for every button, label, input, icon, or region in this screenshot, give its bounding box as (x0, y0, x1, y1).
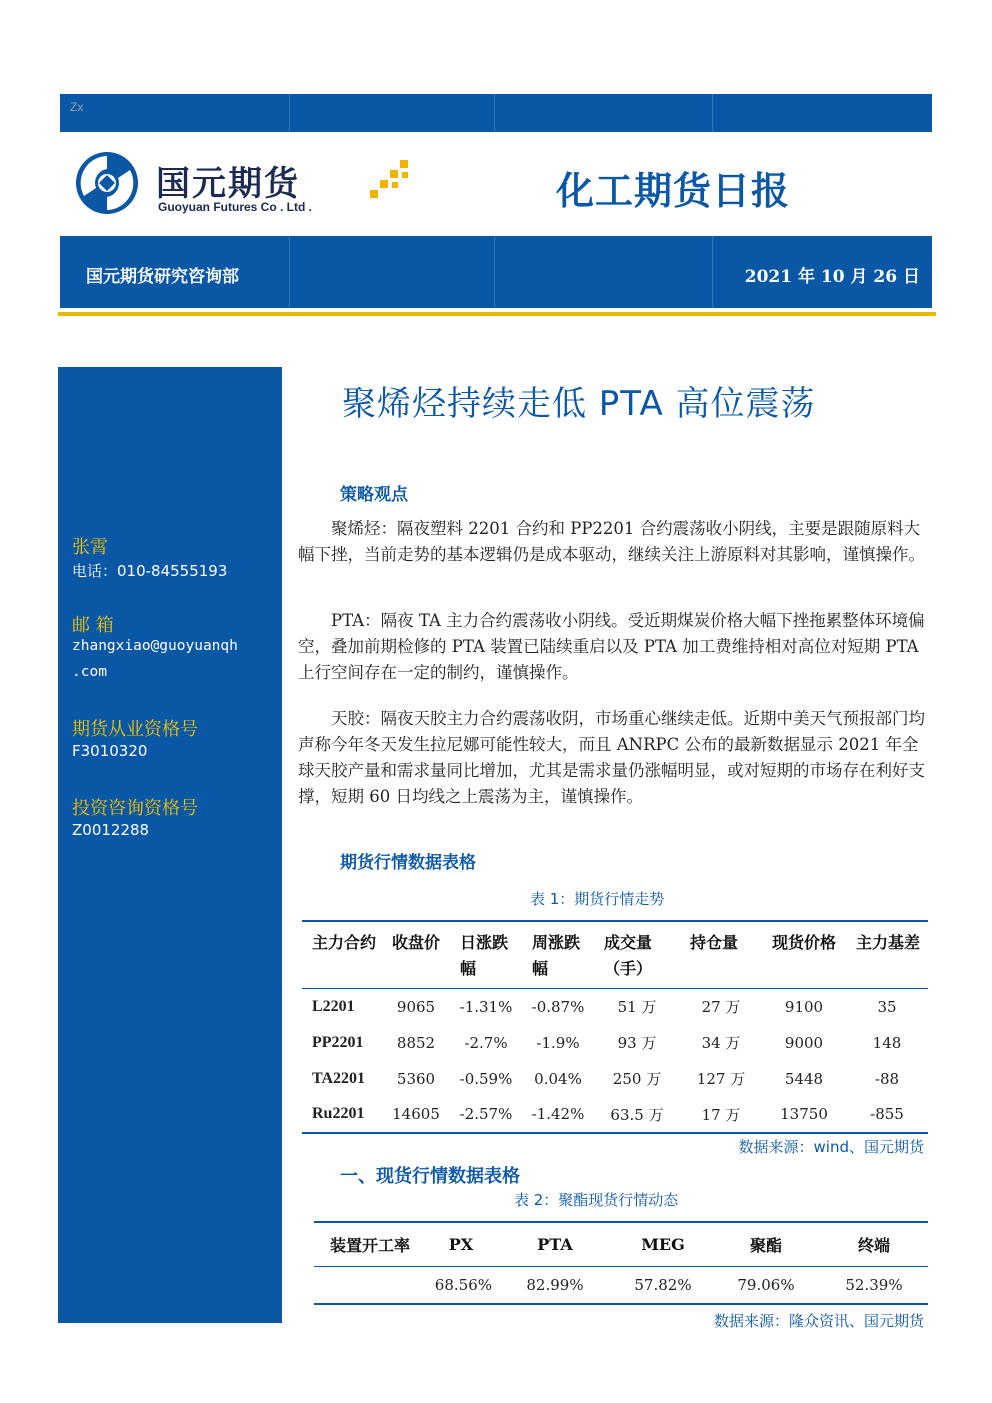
futures-table (302, 920, 928, 1134)
table-row (302, 989, 928, 1025)
column-header: 聚酯 (712, 1222, 820, 1266)
table-cell: -88 (874, 1069, 900, 1088)
column-header: 日涨跌幅 (450, 921, 522, 989)
gold-divider (58, 312, 936, 316)
top-banner (60, 94, 932, 132)
table-cell: 13750 (780, 1105, 828, 1123)
column-header: 主力合约 (302, 921, 382, 989)
table-cell: 14605 (392, 1105, 440, 1123)
table-cell: 148 (872, 1033, 902, 1052)
divider (712, 94, 713, 132)
polyester-table (314, 1221, 928, 1305)
table-cell: PP2201 (312, 1033, 364, 1051)
analyst-name: 张霄 (72, 537, 108, 558)
table-cell: 63.5 万 (610, 1105, 664, 1124)
table-cell: 68.56% (434, 1275, 492, 1294)
email-line-2: .com (72, 664, 107, 680)
table-cell: -1.31% (459, 997, 513, 1016)
qualification-label: 期货从业资格号 (72, 719, 198, 740)
table-cell: Ru2201 (312, 1105, 365, 1122)
column-header: 成交量（手） (594, 921, 680, 989)
report-title: 化工期货日报 (556, 169, 791, 213)
column-header: 周涨跌幅 (522, 921, 594, 989)
table-row (302, 1097, 928, 1133)
table1-caption: 表 1：期货行情走势 (530, 890, 665, 908)
table-header-row (314, 1222, 928, 1266)
strategy-heading: 策略观点 (340, 485, 408, 505)
paragraph-pta: PTA：隔夜 TA 主力合约震荡收小阴线。受近期煤炭价格大幅下挫拖累整体环境偏空，叠加前期检修的 PTA 装置已陆续重启以及 PTA 加工费维持相对高位对短期 PTA 上行空间存在一定的制约，谨慎操作。 (298, 611, 925, 682)
column-header: 现货价格 (762, 921, 846, 989)
table-row (302, 1061, 928, 1097)
table-row (302, 1025, 928, 1061)
analyst-phone: 电话：010-84555193 (72, 562, 228, 580)
department-name: 国元期货研究咨询部 (86, 267, 239, 287)
column-header: 终端 (820, 1222, 928, 1266)
table-cell: -1.42% (531, 1105, 585, 1123)
table-cell: -855 (870, 1105, 904, 1123)
table-cell: TA2201 (312, 1069, 366, 1087)
table-cell: -2.7% (464, 1033, 508, 1052)
table-cell: 8852 (396, 1033, 436, 1052)
table-cell: 5360 (396, 1069, 436, 1088)
qualification-number: F3010320 (72, 742, 148, 760)
table-cell: 5448 (784, 1069, 824, 1088)
divider (289, 94, 290, 132)
table-cell: 0.04% (534, 1069, 582, 1088)
table-cell: 35 (877, 997, 897, 1016)
logo-emblem-icon (74, 150, 140, 216)
table-cell: 34 万 (701, 1034, 741, 1052)
table1-source: 数据来源：wind、国元期货 (738, 1138, 924, 1156)
divider (289, 236, 290, 308)
table-cell: 52.39% (845, 1275, 903, 1294)
table-cell: 9065 (396, 997, 436, 1016)
article-headline: 聚烯烃持续走低 PTA 高位震荡 (342, 384, 816, 424)
table-cell: 250 万 (612, 1070, 662, 1088)
table-cell: 9000 (784, 1033, 824, 1052)
analyst-sidebar (58, 367, 282, 1323)
spot-table-heading: 一、现货行情数据表格 (340, 1166, 520, 1187)
logo-english-name: Guoyuan Futures Co . Ltd . (158, 200, 312, 214)
paragraph-polyolefin: 聚烯烃：隔夜塑料 2201 合约和 PP2201 合约震荡收小阴线，主要是跟随原料大幅下挫，当前走势的基本逻辑仍是成本驱动，继续关注上游原料对其影响，谨慎操作。 (298, 519, 925, 564)
column-header: 收盘价 (382, 921, 450, 989)
paragraph-rubber: 天胶：隔夜天胶主力合约震荡收阴，市场重心继续走低。近期中美天气预报部门均声称今年冬天发生拉尼娜可能性较大，而且 ANRPC 公布的最新数据显示 2021 年全球天胶产量和需求量同比增加，尤其是需求量仍涨幅明显，或对短期的市场存在利好支撑，短期 60 日均线之上震荡为主，谨慎操作。 (298, 709, 925, 806)
table2-caption: 表 2：聚酯现货行情动态 (514, 1191, 679, 1209)
email-label: 邮 箱 (72, 615, 114, 636)
table2-source: 数据来源：隆众资讯、国元期货 (713, 1312, 924, 1330)
email-line-1: zhangxiao@guoyuanqh (72, 638, 238, 654)
table-cell: -0.87% (531, 997, 585, 1016)
table-cell: 82.99% (526, 1275, 584, 1294)
table-header-row (302, 921, 928, 989)
table-cell: -1.9% (536, 1033, 580, 1052)
table-cell: 57.82% (634, 1275, 692, 1294)
top-tag: Zx (70, 100, 84, 114)
table-cell: 93 万 (617, 1034, 657, 1052)
table-row (314, 1266, 928, 1304)
company-logo (74, 150, 414, 220)
futures-table-heading: 期货行情数据表格 (340, 853, 476, 873)
table-cell: 51 万 (617, 998, 657, 1017)
department-banner (60, 236, 932, 308)
logo-squares-icon (370, 160, 414, 200)
table-cell: -0.59% (459, 1069, 513, 1088)
report-date: 2021 年 10 月 26 日 (744, 267, 920, 287)
divider (712, 236, 713, 308)
table-cell: 17 万 (701, 1105, 741, 1124)
divider (494, 236, 495, 308)
table-cell: 79.06% (737, 1275, 795, 1294)
column-header: 主力基差 (846, 921, 928, 989)
table-cell: 9100 (784, 997, 824, 1016)
table-cell: 27 万 (701, 998, 741, 1017)
table-cell: L2201 (312, 997, 355, 1015)
column-header: 装置开工率 (314, 1222, 426, 1266)
column-header: 持仓量 (680, 921, 762, 989)
divider (494, 94, 495, 132)
investment-label: 投资咨询资格号 (72, 798, 198, 819)
column-header: PX (426, 1222, 496, 1266)
investment-number: Z0012288 (72, 821, 150, 839)
table-cell: -2.57% (459, 1105, 513, 1123)
column-header: PTA (496, 1222, 614, 1266)
logo-chinese-name: 国元期货 (156, 164, 300, 204)
column-header: MEG (614, 1222, 712, 1266)
table-cell: 127 万 (696, 1070, 746, 1088)
